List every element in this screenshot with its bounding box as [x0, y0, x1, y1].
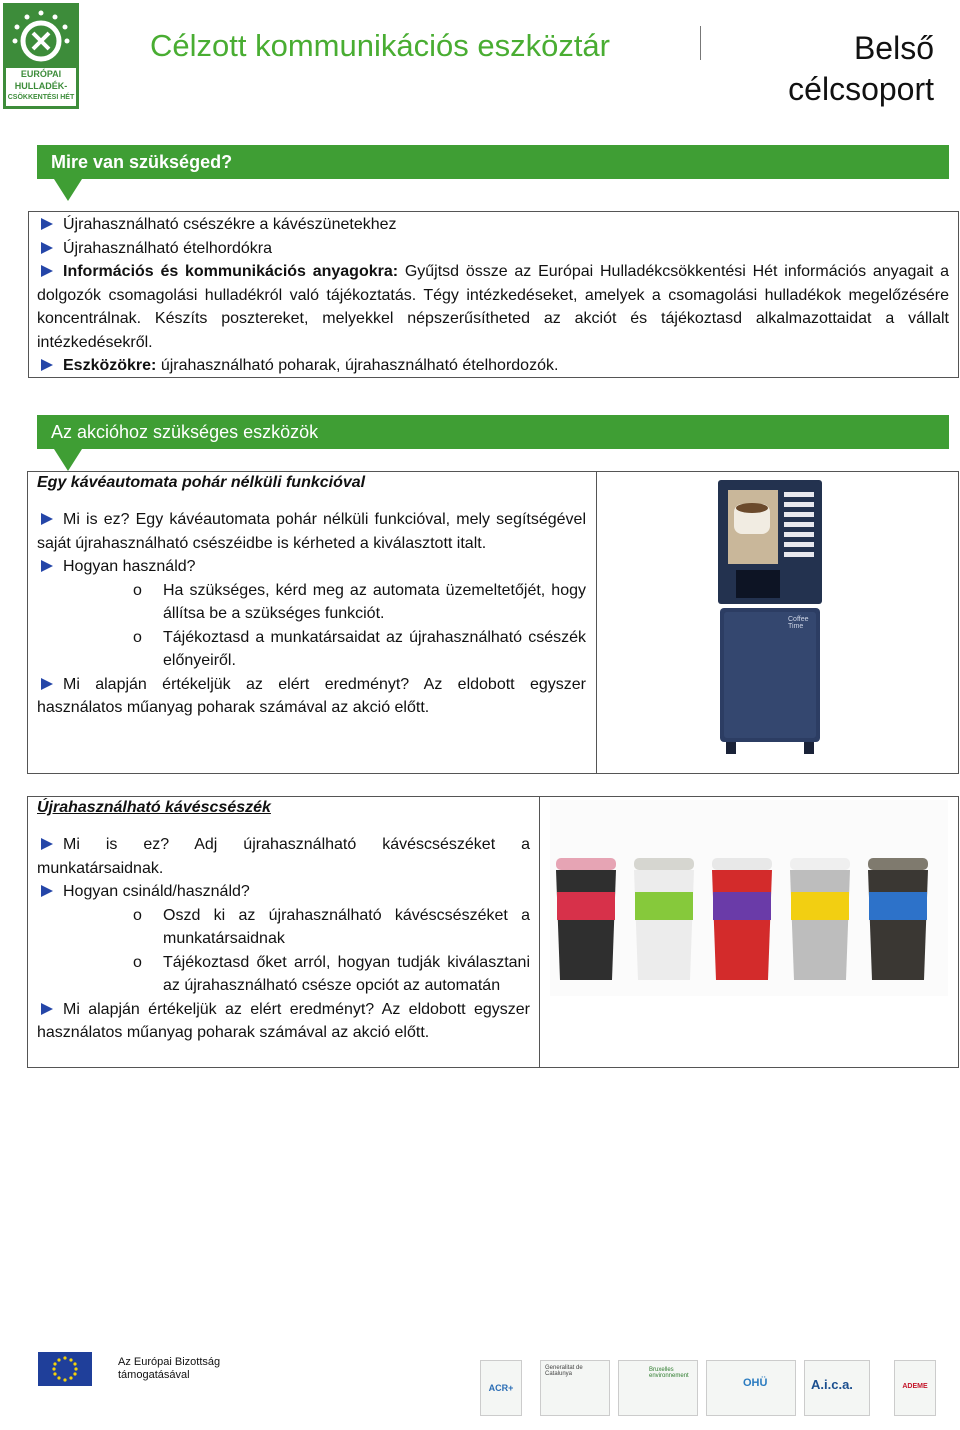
cup-pink	[556, 858, 616, 980]
bullet-arrow-icon	[41, 359, 53, 371]
ewwr-logo	[3, 3, 79, 109]
partner-logo-acr: ACR+	[480, 1360, 522, 1416]
card-divider	[596, 471, 597, 774]
cup-blue	[868, 858, 928, 980]
card-title: Újrahasználható kávéscsészék	[37, 799, 271, 816]
list-item: Eszközökre: újrahasználható poharak, újrahasználható ételhordozók.	[37, 354, 949, 378]
list-item: Újrahasználható ételhordókra	[37, 237, 949, 261]
header-divider	[700, 26, 701, 60]
bullet-arrow-icon	[41, 265, 53, 277]
section-heading-needs: Mire van szükséged?	[37, 145, 949, 179]
cup-yellow	[790, 858, 850, 980]
partner-logo-ohu: OHÜ	[706, 1360, 796, 1416]
cup-white-green	[634, 858, 694, 980]
bullet-arrow-icon	[41, 678, 53, 690]
reusable-cups-image	[550, 800, 948, 996]
coffee-machine-description: Mi is ez? Egy kávéautomata pohár nélküli funkcióval, mely segítségével saját újrahasználható csészéidbe is kérheted a kiválasztott italt. Hogyan használd? o Ha szükséges, kérd meg az automata üzemeltetőjét, hogy állítsa be a szükséges funkciót. o Tájékoztasd a munkatársaidat az újrahasználható csészék előnyeiről. Mi alapján értékeljük az elért eredményt? Az eldobott egyszer használatos műanyag poharak számával az akció előtt.	[37, 511, 586, 716]
target-group-title: Belső célcsoport	[788, 30, 934, 107]
sub-item: o Tájékoztasd a munkatársaidat az újrahasználható csészék előnyeiről.	[133, 628, 586, 669]
page-title: Célzott kommunikációs eszköztár	[150, 28, 610, 63]
bullet-arrow-icon	[41, 242, 53, 254]
eu-support-text: Az Európai Bizottság támogatásával	[118, 1356, 221, 1381]
logo-stars-icon	[3, 3, 79, 69]
cup-purple	[712, 858, 772, 980]
bullet-arrow-icon	[41, 560, 53, 572]
coffee-machine-image	[716, 478, 824, 756]
bullet-arrow-icon	[41, 885, 53, 897]
bullet-arrow-icon	[41, 1003, 53, 1015]
partner-logo-bruxelles: Bruxelles environnement	[618, 1360, 698, 1416]
partner-logo-ademe: ADEME	[894, 1360, 936, 1416]
partner-logo-aica: A.i.c.a.	[804, 1360, 870, 1416]
card-title: Egy kávéautomata pohár nélküli funkcióval	[37, 474, 366, 491]
logo-text: EURÓPAI HULLADÉK- CSÖKKENTÉSI HÉT	[6, 68, 76, 106]
bullet-arrow-icon	[41, 513, 53, 525]
machine-label: Coffee Time	[788, 616, 809, 630]
sub-item: o Oszd ki az újrahasználható kávéscsészéket a munkatársaidnak	[133, 906, 530, 947]
eu-flag-icon	[38, 1352, 92, 1386]
list-item: Újrahasználható csészékre a kávészünetekhez	[37, 213, 949, 237]
cups-description: Mi is ez? Adj újrahasználható kávéscsészéket a munkatársaidnak. Hogyan csináld/használd? o Oszd ki az újrahasználható kávéscsészéket a munkatársaidnak o Tájékoztasd őket arról, hogyan tudják kiválasztani az újrahasználható csésze opciót az automatán Mi alapján értékeljük az elért eredményt? Az eldobott egyszer használatos műanyag poharak számával az akció előtt.	[37, 836, 530, 1041]
section-heading-tools: Az akcióhoz szükséges eszközök	[37, 415, 949, 449]
bullet-arrow-icon	[41, 838, 53, 850]
bullet-arrow-icon	[41, 218, 53, 230]
sub-item: o Ha szükséges, kérd meg az automata üzemeltetőjét, hogy állítsa be a szükséges funkciót.	[133, 581, 586, 622]
heading-pointer	[54, 449, 82, 471]
card-divider	[539, 796, 540, 1068]
list-item: Információs és kommunikációs anyagokra: Gyűjtsd össze az Európai Hulladékcsökkentési Hét információs anyagait a dolgozók csomagolási hulladékról való tájékoztatás. Tégy intézkedéseket, amelyek a csomagolási hulladékok megelőzésére koncentrálnak. Készíts posztereket, melyekkel népszerűsítheted az akciót és tájékoztasd alkalmazottaidat a vállalt intézkedésekről.	[37, 263, 949, 351]
needs-list	[37, 213, 949, 378]
partner-logo-catalunya: Generalitat de Catalunya	[540, 1360, 610, 1416]
heading-pointer	[54, 179, 82, 201]
sub-item: o Tájékoztasd őket arról, hogyan tudják kiválasztani az újrahasználható csésze opciót az automatán	[133, 953, 530, 994]
